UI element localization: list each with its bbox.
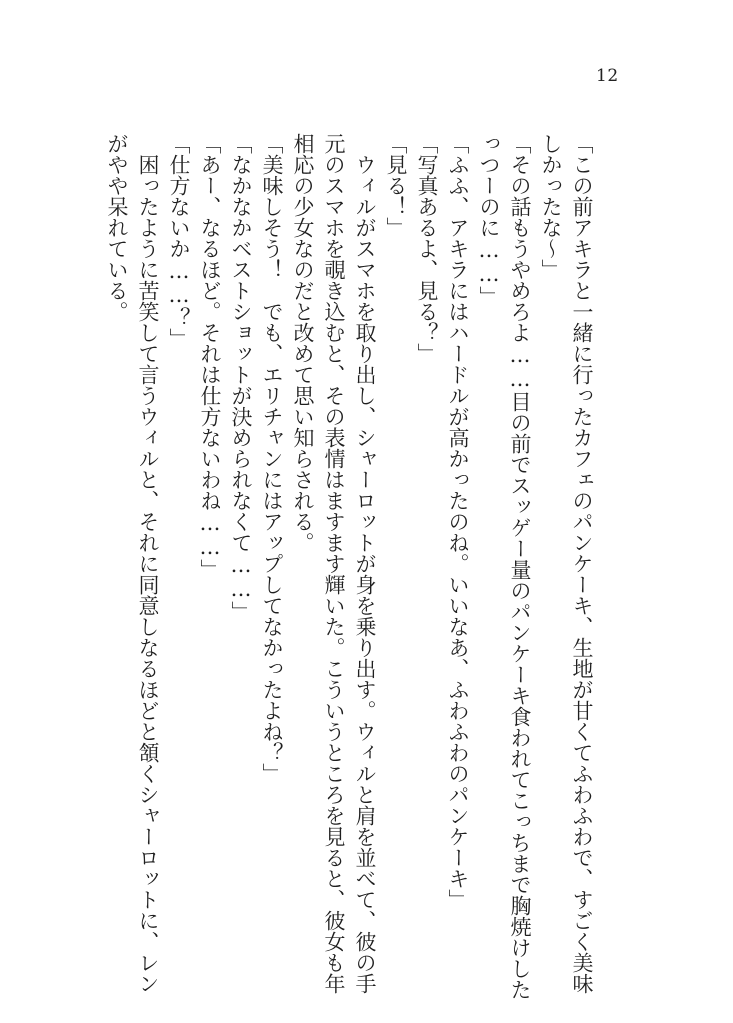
text-line: ウィルがスマホを取り出し、シャーロットが身を乗り出す。ウィルと肩を並べて、彼の手 xyxy=(353,133,377,994)
text-line: 「写真あるよ、見る？」 xyxy=(415,133,439,364)
text-line: 「ふふ、アキラにはハードルが高かったのね。いいなあ、ふわふわのパンケーキ」 xyxy=(446,133,470,910)
page-number: 12 xyxy=(596,66,619,86)
text-line: 困ったように苦笑して言うウィルと、それに同意しなるほどと頷くシャーロットに、レン xyxy=(136,133,160,994)
text-line: 「あー、なるほど。それは仕方ないわね……」 xyxy=(198,133,222,580)
text-line: っつーのに……」 xyxy=(477,133,501,307)
text-line: 「その話もうやめろよ……目の前でスッゲー量のパンケーキ食われてこっちまで胸焼けした xyxy=(508,133,532,1000)
text-line: 「美味しそう！ でも、エリチャンにはアップしてなかったよね？」 xyxy=(260,133,284,784)
text-line: 「なかなかベストショットが決められなくて……」 xyxy=(229,133,253,622)
text-line: 元のスマホを覗き込むと、その表情はますます輝いた。こういうところを見ると、彼女も年 xyxy=(322,133,346,994)
text-line: しかったな～」 xyxy=(539,133,563,280)
text-line: 「仕方ないか……？」 xyxy=(167,133,191,349)
vertical-text-block xyxy=(101,133,597,1000)
text-line: がやや呆れている。 xyxy=(105,133,129,322)
text-line: 「見る！」 xyxy=(384,133,408,238)
text-line: 相応の少女なのだと改めて思い知らされる。 xyxy=(291,133,315,553)
text-line: 「この前アキラと一緒に行ったカフェのパンケーキ、生地が甘くてふわふわで、すごく美味 xyxy=(570,133,594,994)
